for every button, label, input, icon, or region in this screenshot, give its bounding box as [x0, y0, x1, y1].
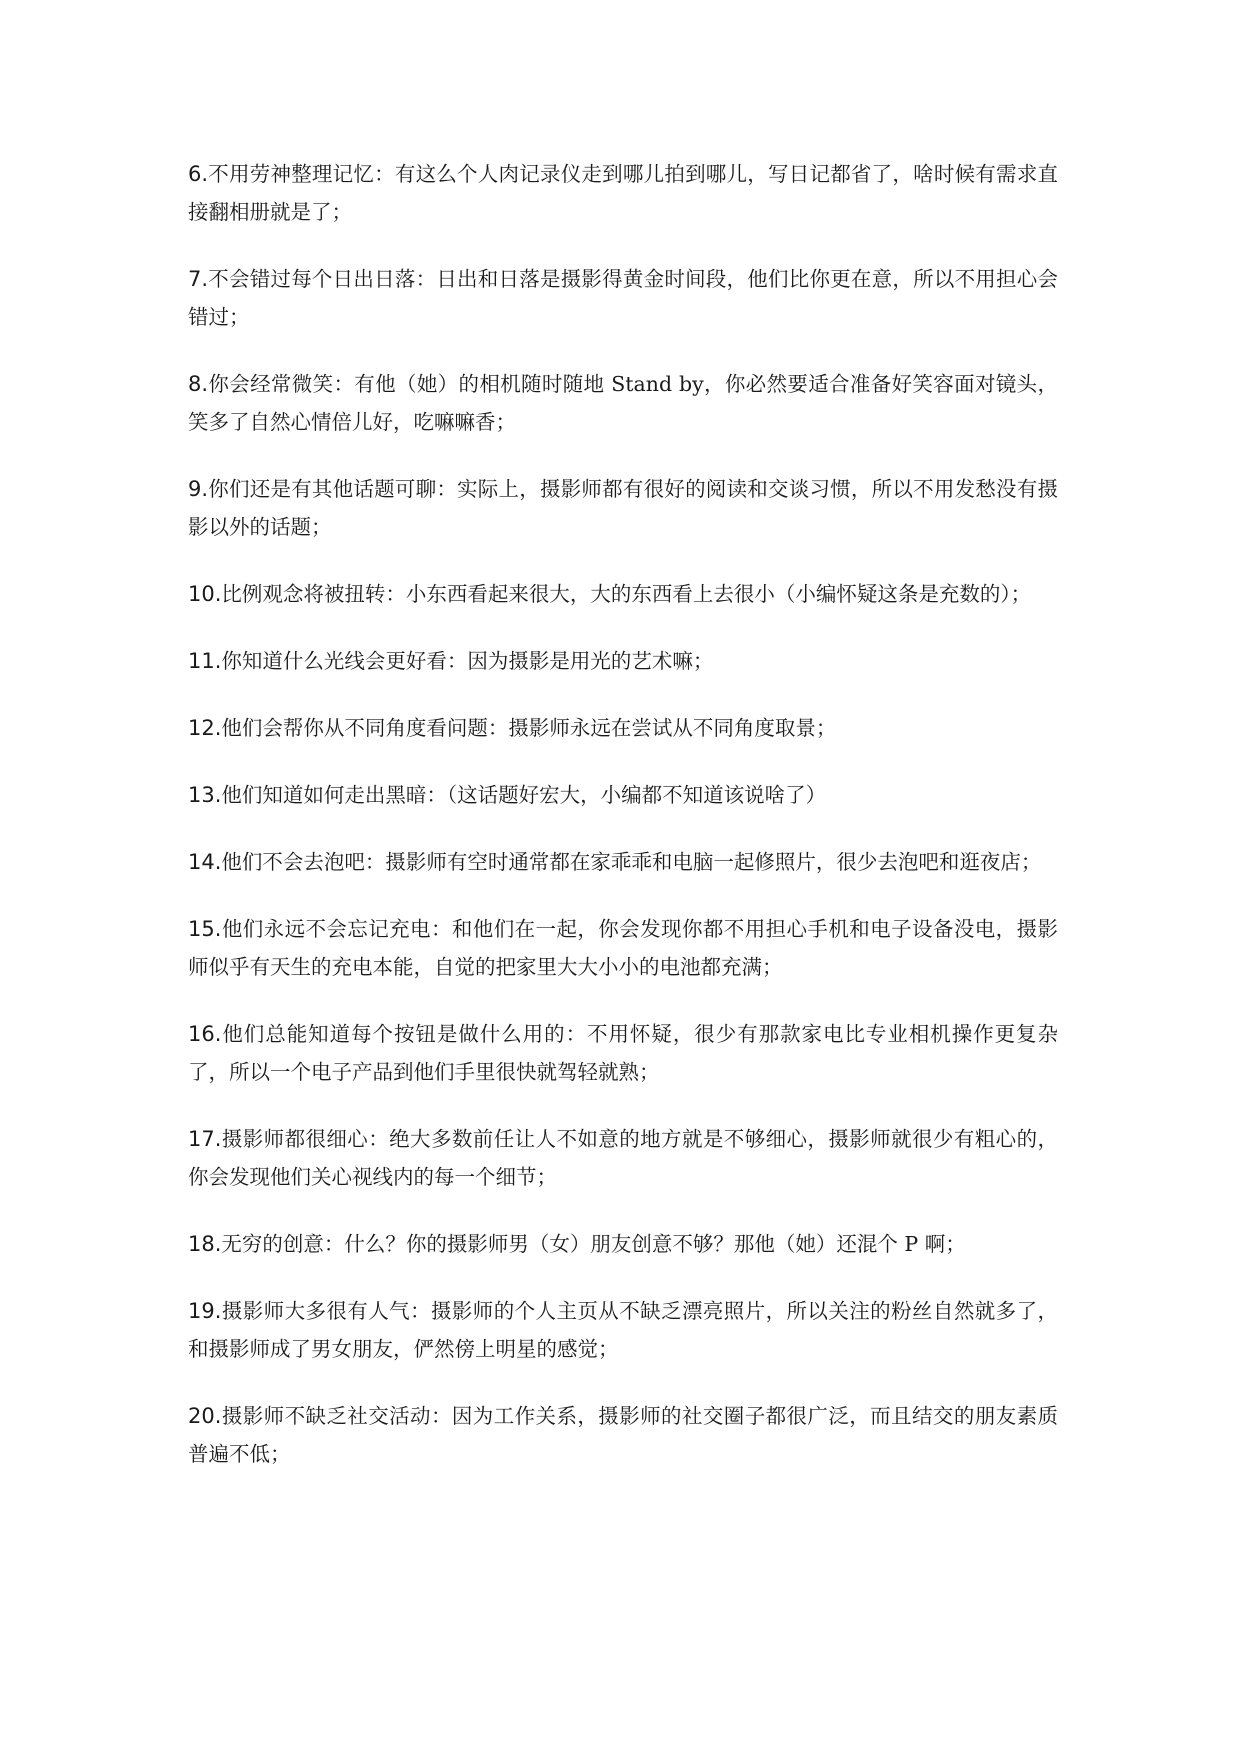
item-number: 7. — [188, 267, 209, 291]
list-item — [188, 642, 1058, 680]
list-item — [188, 1120, 1058, 1196]
item-number: 13. — [188, 783, 222, 807]
list-item — [188, 1225, 1058, 1263]
item-text: 摄影师大多很有人气：摄影师的个人主页从不缺乏漂亮照片，所以关注的粉丝自然就多了，和摄影师成了男女朋友，俨然傍上明星的感觉； — [188, 1299, 1058, 1361]
item-text: 无穷的创意：什么？你的摄影师男（女）朋友创意不够？那他（她）还混个 P 啊； — [221, 1232, 966, 1256]
item-number: 11. — [188, 649, 222, 673]
list-item — [188, 709, 1058, 747]
item-number: 16. — [188, 1022, 222, 1046]
item-number: 18. — [188, 1232, 222, 1256]
list-item — [188, 843, 1058, 881]
item-text: 你会经常微笑：有他（她）的相机随时随地 Stand by，你必然要适合准备好笑容面对镜头，笑多了自然心情倍儿好，吃嘛嘛香； — [188, 372, 1058, 434]
item-text: 他们永远不会忘记充电：和他们在一起，你会发现你都不用担心手机和电子设备没电，摄影师似乎有天生的充电本能，自觉的把家里大大小小的电池都充满； — [188, 917, 1058, 979]
list-item — [188, 260, 1058, 336]
item-text: 他们知道如何走出黑暗：（这话题好宏大，小编都不知道该说啥了） — [221, 783, 827, 807]
item-number: 15. — [188, 917, 222, 941]
list-item — [188, 1397, 1058, 1473]
list-item — [188, 776, 1058, 814]
item-text: 你们还是有其他话题可聊：实际上，摄影师都有很好的阅读和交谈习惯，所以不用发愁没有摄影以外的话题； — [188, 477, 1058, 539]
item-text: 他们总能知道每个按钮是做什么用的：不用怀疑，很少有那款家电比专业相机操作更复杂了，所以一个电子产品到他们手里很快就驾轻就熟； — [188, 1022, 1058, 1084]
item-text: 你知道什么光线会更好看：因为摄影是用光的艺术嘛； — [221, 649, 714, 673]
item-number: 8. — [188, 372, 209, 396]
list-item — [188, 575, 1058, 613]
item-text: 比例观念将被扭转：小东西看起来很大，大的东西看上去很小（小编怀疑这条是充数的）； — [221, 582, 1032, 606]
document-body — [188, 155, 1058, 1502]
list-item — [188, 470, 1058, 546]
item-text: 摄影师不缺乏社交活动：因为工作关系，摄影师的社交圈子都很广泛，而且结交的朋友素质普遍不低； — [188, 1404, 1058, 1466]
item-text: 他们不会去泡吧：摄影师有空时通常都在家乖乖和电脑一起修照片，很少去泡吧和逛夜店； — [221, 850, 1042, 874]
item-number: 10. — [188, 582, 222, 606]
item-number: 12. — [188, 716, 222, 740]
item-number: 6. — [188, 162, 209, 186]
item-number: 19. — [188, 1299, 222, 1323]
item-number: 9. — [188, 477, 209, 501]
list-item — [188, 1015, 1058, 1091]
item-number: 17. — [188, 1127, 222, 1151]
item-text: 不用劳神整理记忆：有这么个人肉记录仪走到哪儿拍到哪儿，写日记都省了，啥时候有需求直接翻相册就是了； — [188, 162, 1058, 224]
list-item — [188, 910, 1058, 986]
item-text: 他们会帮你从不同角度看问题：摄影师永远在尝试从不同角度取景； — [221, 716, 837, 740]
item-text: 摄影师都很细心：绝大多数前任让人不如意的地方就是不够细心，摄影师就很少有粗心的，你会发现他们关心视线内的每一个细节； — [188, 1127, 1058, 1189]
list-item — [188, 365, 1058, 441]
item-number: 20. — [188, 1404, 222, 1428]
item-text: 不会错过每个日出日落：日出和日落是摄影得黄金时间段，他们比你更在意，所以不用担心会错过； — [188, 267, 1058, 329]
list-item — [188, 1292, 1058, 1368]
item-number: 14. — [188, 850, 222, 874]
list-item — [188, 155, 1058, 231]
